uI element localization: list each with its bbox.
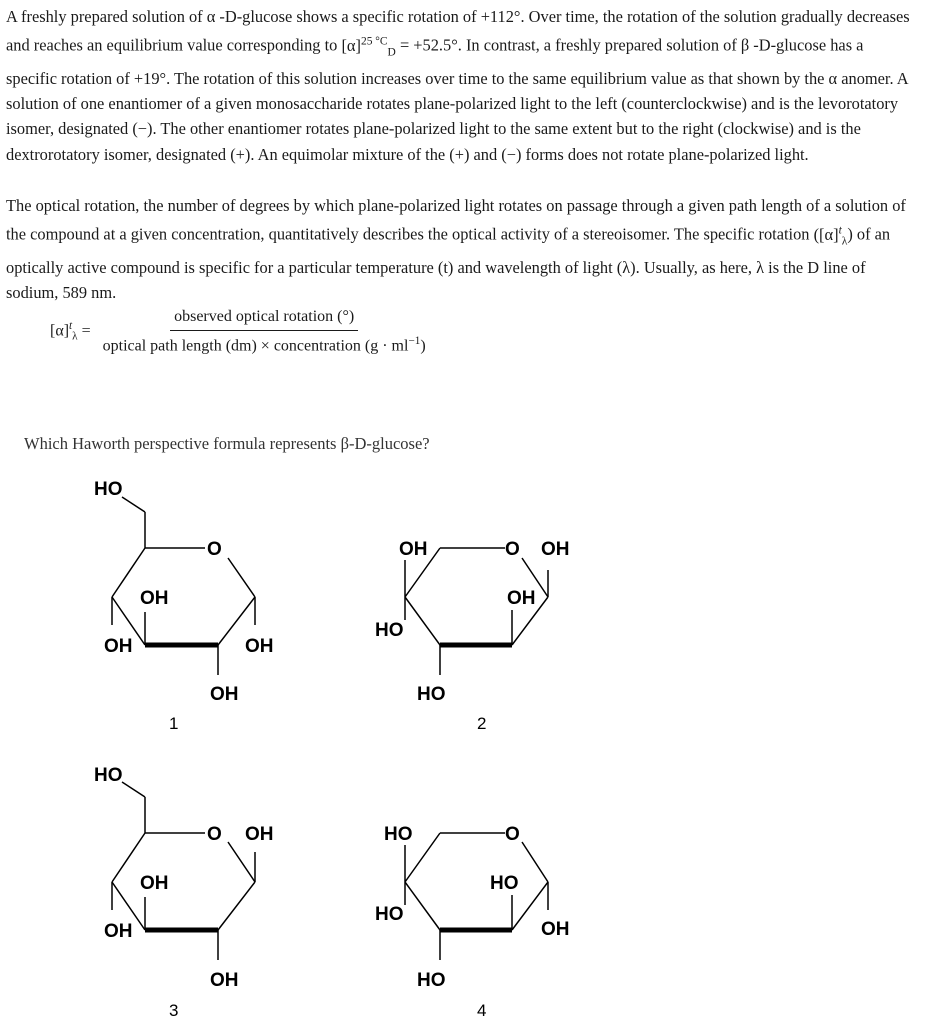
formula-numerator: observed optical rotation (°): [170, 308, 358, 331]
rotation-symbol-base: ([α]: [813, 224, 839, 244]
s1-ho-top: HO: [94, 479, 123, 500]
s4-ho-c3: HO: [417, 970, 446, 991]
s4-ring-o: O: [505, 824, 520, 845]
alpha-sub: D: [387, 46, 396, 59]
s3-ho-top: HO: [94, 765, 123, 786]
s4-ho-top: HO: [384, 824, 413, 845]
haworth-structure-1[interactable]: [94, 479, 274, 733]
s2-ring-o: O: [505, 539, 520, 560]
structure-4-number: 4: [477, 1001, 487, 1020]
structure-1-number: 1: [169, 714, 179, 733]
rotation-symbol-sup: t: [838, 224, 842, 237]
haworth-structure-4[interactable]: [375, 824, 570, 1020]
s3-ring-o: O: [207, 824, 222, 845]
s1-ring-o: O: [207, 539, 222, 560]
formula-denominator-end: ): [420, 337, 426, 355]
structure-2-number: 2: [477, 714, 487, 733]
s1-oh-c4: OH: [140, 588, 169, 609]
para2-text-b: ) of an optically active compound is specific for a particular temperature (t) and wavelength of light (λ). Usually, as here, λ is the D line of sodium, 589 nm.: [6, 224, 891, 302]
s2-oh-c2: OH: [507, 588, 536, 609]
alpha-symbol: [α]: [341, 35, 361, 55]
para1-text-b: = +52.5°. In contrast, a freshly prepared solution of β -D-glucose has a specific rotation of +19°. The rotation of this solution increases over time to the same equilibrium value as that shown by the α anomer. A solution of one enantiomer of a given monosaccharide rotates plane-polarized light to the left (counterclockwise) and is the levorotatory isomer, designated (−). The other enantiomer rotates plane-polarized light to the same extent but to the right (clockwise) and is the dextrorotatory isomer, designated (+). An equimolar mixture of the (+) and (−) forms does not rotate plane-polarized light.: [6, 35, 908, 164]
para1-text-a: A freshly prepared solution of α -D-glucose shows a specific rotation of +112°. Over time, the rotation of the solution gradually decreases and reaches an equilibrium value corresponding to: [6, 7, 910, 55]
s1-oh-c1: OH: [245, 636, 274, 657]
s2-ho-c3: HO: [417, 684, 446, 705]
s1-oh-c3: OH: [104, 636, 133, 657]
formula-denominator-text: optical path length (dm) × concentration (g · ml: [102, 337, 409, 355]
s4-oh-c1: OH: [541, 919, 570, 940]
s2-ho-c4: HO: [375, 620, 404, 641]
s3-oh-c1: OH: [245, 824, 274, 845]
formula-lhs-symbol: [α]: [50, 322, 70, 340]
structure-3-number: 3: [169, 1001, 179, 1020]
formula-lhs-sub: λ: [72, 330, 78, 343]
s3-oh-c3: OH: [104, 921, 133, 942]
s4-ho-c2: HO: [490, 873, 519, 894]
s3-oh-c2: OH: [210, 970, 239, 991]
haworth-structure-3[interactable]: [94, 765, 274, 1020]
s3-oh-c4: OH: [140, 873, 169, 894]
s1-oh-c2: OH: [210, 684, 239, 705]
s2-oh-c1: OH: [541, 539, 570, 560]
s4-ho-c4: HO: [375, 904, 404, 925]
formula-equals: =: [81, 322, 91, 340]
rotation-symbol-sub: λ: [841, 235, 848, 248]
formula-denominator-exp: −1: [408, 335, 421, 347]
s2-oh-top: OH: [399, 539, 428, 560]
formula-lhs-sup: t: [69, 320, 73, 333]
alpha-sup: 25 °C: [360, 35, 388, 48]
question-text: Which Haworth perspective formula represents β-D-glucose?: [24, 434, 430, 453]
para2-text-a: The optical rotation, the number of degrees by which plane-polarized light rotates on passage through a given path length of a solution of the compound at a given concentration, quantitatively describes the optical activity of a stereoisomer. The specific rotation: [6, 196, 906, 244]
haworth-structure-2[interactable]: [375, 539, 570, 733]
